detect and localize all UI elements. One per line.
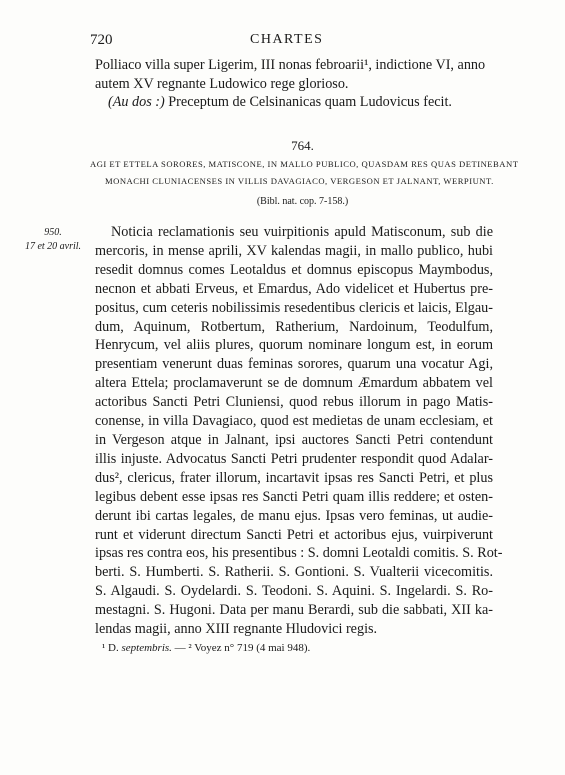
- charter-number-text: 764.: [291, 138, 314, 153]
- body-line: derunt ibi cartas legales, de manu ejus. Ipsas vero feminas, ut audie-: [95, 507, 493, 524]
- body-line: in Vergeson atque in Jalnant, ipsi auctores Sancti Petri contendunt: [95, 431, 493, 448]
- charter-number: [0, 138, 565, 154]
- rubric-line: AGI ET ETTELA SORORES, MATISCONE, IN MALLO PUBLICO, QUASDAM RES QUAS DETINEBANT: [90, 159, 519, 169]
- body-line: runt et viderunt directum Sancti Petri et actoribus ejus, vuirpiverunt: [95, 526, 493, 543]
- body-line: conense, in villa Davagiaco, quod est medietas de unam ecclesiam, et: [95, 413, 493, 430]
- body-line: lendas magii, anno XIII regnante Hludovici regis.: [95, 621, 378, 638]
- body-line: positus, cum ceteris nobilissimis resedentibus clericis et laicis, Elgau-: [95, 299, 493, 316]
- body-line: ipsas res contra eos, his presentibus : S. domni Leotaldi comitis. S. Rot-: [95, 545, 503, 562]
- body-line: resedit domnus comes Leotaldus et domnus episcopus Maymbodus,: [95, 261, 493, 278]
- body-line: illis injuste. Advocatus Sancti Petri prudenter respondit quod Adalar-: [95, 450, 493, 467]
- body-line: necnon et abbati Erveus, et Emardus, Ado videlicet et Hubertus pre-: [95, 280, 493, 297]
- previous-charter-ending: [95, 56, 490, 93]
- body-line: legibus debent esse ipsas res Sancti Petri quam illis reddere; et osten-: [95, 488, 493, 505]
- footnote-marker: ¹ D.: [102, 642, 122, 654]
- dorsal-note: [108, 94, 452, 111]
- body-line: Noticia reclamationis seu vuirpitionis apuld Matisconum, sub die: [111, 224, 493, 240]
- body-line: altera Ettela; proclamaverunt se de domnum Æmardum abbatem vel: [95, 375, 493, 392]
- charter-rubric: [90, 156, 519, 190]
- body-line: mercoris, in mense aprili, XV kalendas magii, in mallo publico, hubi: [95, 242, 493, 259]
- footnotes: [102, 642, 310, 654]
- running-title: CHARTES: [250, 32, 324, 47]
- body-line: dum, Aquinum, Rotbertum, Ratherium, Nardoinum, Teodulfum,: [95, 318, 493, 335]
- body-line: mestagni. S. Hugoni. Data per manu Berardi, sub die sabbati, XII ka-: [95, 602, 493, 619]
- charter-body: [95, 223, 503, 639]
- margin-year: 950.: [44, 227, 62, 238]
- dorsal-label: (Au dos :): [108, 94, 165, 110]
- page-number: 720: [90, 32, 113, 48]
- text-line: autem XV regnante Ludowico rege glorioso.: [95, 75, 349, 92]
- margin-day: 17 et 20 avril.: [24, 241, 82, 252]
- rubric-line: MONACHI CLUNIACENSES IN VILLIS DAVAGIACO, VERGESON ET JALNANT, WERPIUNT.: [105, 176, 494, 186]
- source-text: (Bibl. nat. cop. 7-158.): [256, 196, 349, 207]
- footnote-rest: — ² Voyez n° 719 (4 mai 948).: [171, 642, 311, 654]
- body-line: S. Algaudi. S. Oydelardi. S. Teodoni. S. Aquini. S. Ingelardi. S. Ro-: [95, 583, 493, 600]
- text-line: Polliaco villa super Ligerim, III nonas febroarii¹, indictione VI, anno: [95, 57, 486, 73]
- body-line: Henrycum, vel aliis plures, quorum nominare longum est, in eorum: [95, 337, 493, 354]
- page-header: [90, 32, 490, 54]
- footnote-italic: septembris.: [121, 642, 172, 654]
- margin-date: [22, 226, 84, 254]
- dorsal-text: Preceptum de Celsinanicas quam Ludovicus fecit.: [164, 94, 452, 110]
- source-reference: [0, 196, 565, 207]
- body-line: presentiam venerunt duas feminas sorores, quarum una vocatur Agi,: [95, 356, 493, 373]
- body-line: berti. S. Humberti. S. Ratherii. S. Gontioni. S. Vualterii vicecomitis.: [95, 564, 493, 581]
- body-line: dus², clericus, frater illorum, incartavit ipsas res Sancti Petri, et plus: [95, 469, 493, 486]
- body-line: actoribus Sancti Petri Cluniensi, quod rebus illorum in pago Matis-: [95, 394, 493, 411]
